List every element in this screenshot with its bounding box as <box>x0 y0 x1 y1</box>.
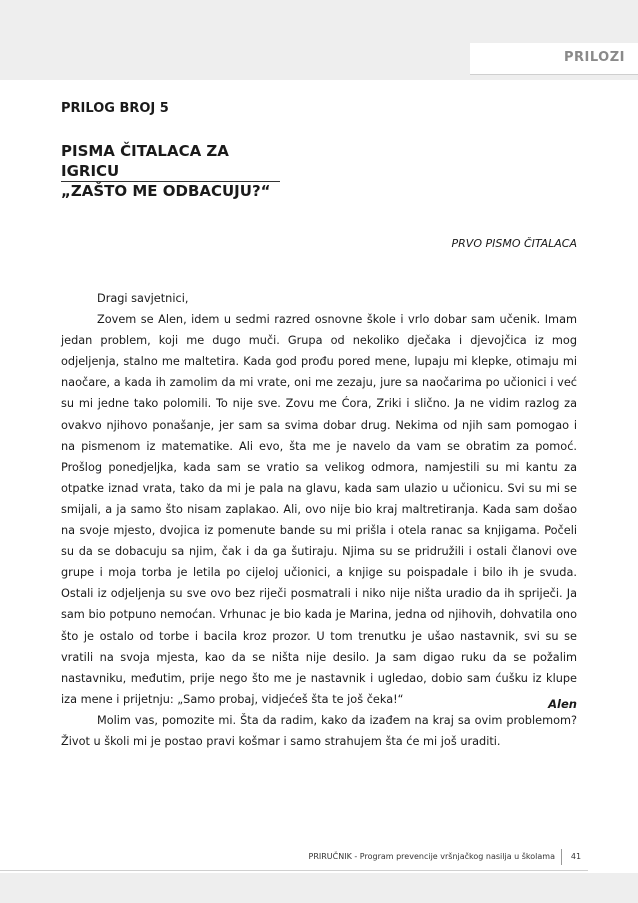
page-number: 41 <box>570 852 582 861</box>
document-title <box>61 141 281 201</box>
letter-greeting: Dragi savjetnici, <box>97 292 189 305</box>
title-underline <box>61 181 280 182</box>
document-title-line-2: „ZAŠTO ME ODBACUJU?“ <box>61 182 271 200</box>
letter-paragraph-2: Molim vas, pomozite mi. Šta da radim, kako da izađem na kraj sa ovim problemom? Život u školi mi je postao pravi košmar i samo strahujem šta će mi još uraditi. <box>61 713 577 748</box>
appendix-title: PRILOG BROJ 5 <box>61 101 169 116</box>
letter-section-label: PRVO PISMO ČITALACA <box>451 237 577 250</box>
letter-signature: Alen <box>548 697 577 711</box>
footer-divider <box>561 849 562 865</box>
footer-band <box>0 873 638 903</box>
letter-body <box>61 288 577 752</box>
document-title-line-1: PISMA ČITALACA ZA IGRICU <box>61 142 229 180</box>
footer-publication-title: PRIRUČNIK - Program prevencije vršnjačkog nasilja u školama <box>308 852 555 861</box>
section-header-label: PRILOZI <box>563 50 625 65</box>
letter-paragraph-1: Zovem se Alen, idem u sedmi razred osnovne škole i vrlo dobar sam učenik. Imam jedan problem, koji me dugo muči. Grupa od nekoliko dječaka i djevojčica iz mog odjeljenja, stalno me maltetira. Kada god prođu pored mene, lupaju mi klepke, otimaju mi naočare, a kada ih zamolim da mi vrate, oni me zezaju, jure sa naočarima po učionici i već su mi jedne tako polomili. To nije sve. Zovu me Ćora, Zriki i slično. Ja ne vidim razlog za ovakvo njihovo ponašanje, jer sam sa svima dobar drug. Nekima od njih sam pomogao i na pismenom iz matematike. Ali evo, šta me je navelo da vam se obratim za pomoć. Prošlog ponedjeljka, kada sam se vratio sa velikog odmora, namjestili su mi kantu za otpatke iznad vrata, tako da mi je pala na glavu, kada sam ulazio u učionicu. Svi su mi se smijali, a ja samo što nisam zaplakao. Ali, ovo nije bio kraj maltretiranja. Kada sam došao na svoje mjesto, dvojica iz pomenute bande su mi prišla i otela ranac sa knjigama. Počeli su da se dobacuju sa njim, čak i da ga šutiraju. Njima su se pridružili i ostali članovi ove grupe i moja torba je letila po cijeloj učionici, a knjige su poispadale i bilo ih je svuda. Ostali iz odjeljenja su sve ovo bez riječi posmatrali i niko nije ništa uradio da ih spriječi. Ja sam bio potpuno nemoćan. Vrhunac je bio kada je Marina, jedna od njihovih, dohvatila ono što je ostalo od torbe i bacila kroz prozor. U tom trenutku je ušao nastavnik, svi su se vratili na svoja mjesta, kao da se ništa nije desilo. Ja sam digao ruku da se požalim nastavniku, međutim, prije nego što me je nastavnik i ugledao, dobio sam ćušku iz klupe iza mene i prijetnju: „Samo probaj, vidjećeš šta te još čeka!“ <box>61 313 577 706</box>
